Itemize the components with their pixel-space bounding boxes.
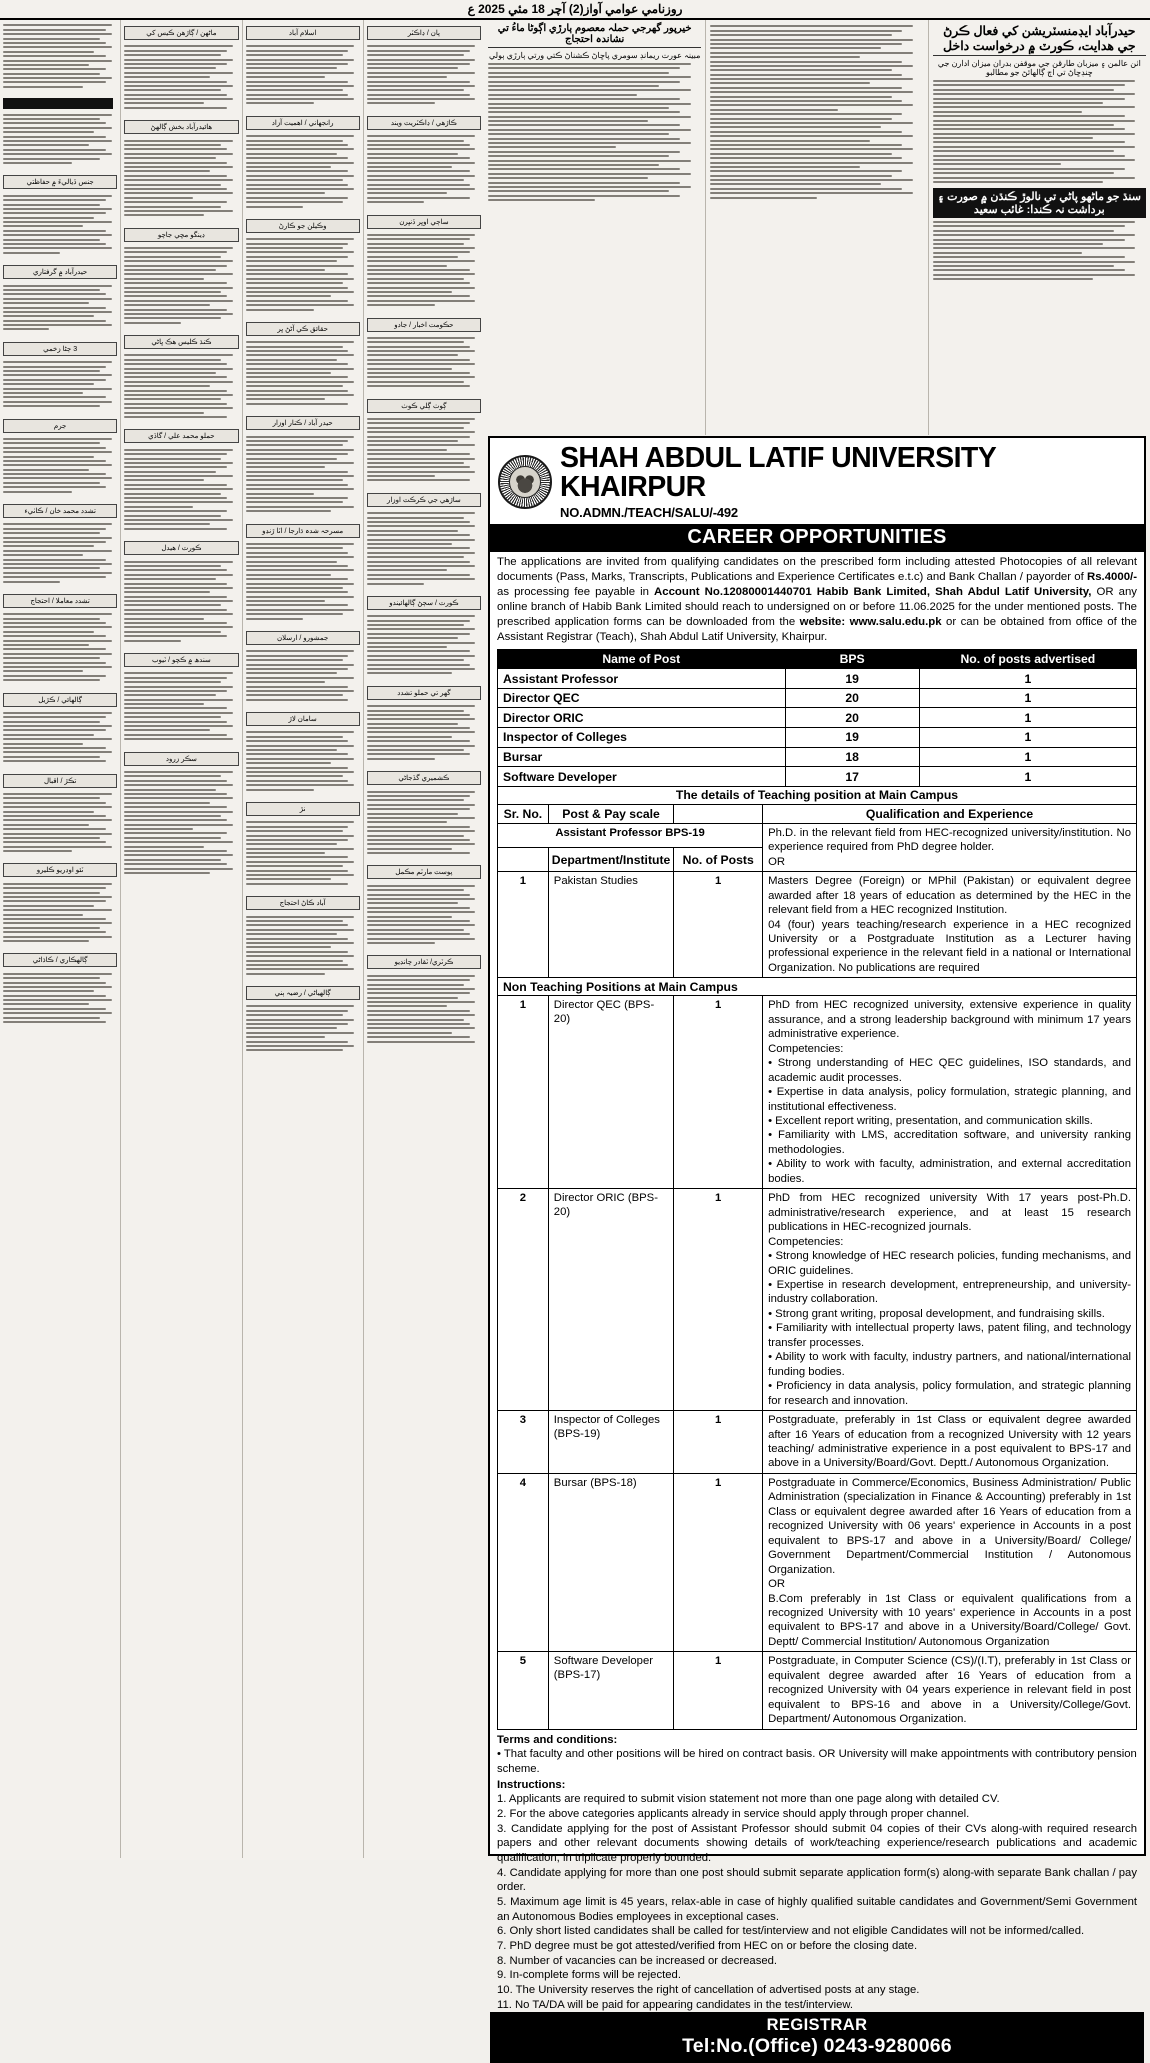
news-subheadline-box[interactable] xyxy=(367,865,481,879)
career-opportunities-banner: CAREER OPPORTUNITIES xyxy=(490,524,1144,552)
news-subheadline-box[interactable] xyxy=(124,26,238,40)
news-subheadline-box[interactable] xyxy=(367,493,481,507)
headline-text: تشدد معاملا / احتجاج xyxy=(30,597,90,605)
headline-text: 3 ڄڻا زخمي xyxy=(43,345,78,353)
assistant-professor-qualification-2 xyxy=(763,872,1137,978)
row-qualification xyxy=(763,1473,1137,1651)
article-body xyxy=(3,22,117,90)
instruction-item: 11. No TA/DA will be paid for appearing candidates in the test/interview. xyxy=(497,1998,854,2011)
table-row xyxy=(498,872,1137,978)
teaching-band-label: The details of Teaching position at Main Campus xyxy=(498,786,1137,804)
row-post-count: 1 xyxy=(674,872,763,978)
headline-text: ھائيدرآباد بخش ڳالھڻ xyxy=(150,124,213,132)
news-subheadline-box[interactable] xyxy=(367,215,481,229)
headline-text: نڙ xyxy=(299,805,306,813)
post-name: Assistant Professor xyxy=(498,669,786,689)
row-sr-no: 3 xyxy=(498,1411,549,1474)
post-count: 1 xyxy=(919,767,1136,787)
headline-text: ٽئو اوڊريو ڪليرو xyxy=(36,867,84,875)
headline-text: مسرحہ شدہ ڌارجا / اٽا ڙنڊو xyxy=(262,527,344,535)
row-post-title: Bursar (BPS-18) xyxy=(548,1473,674,1651)
registrar-phone[interactable]: Tel:No.(Office) 0243-9280066 xyxy=(682,2035,952,2058)
post-bps: 18 xyxy=(785,747,919,767)
article-body xyxy=(246,913,360,977)
news-subheadline-box[interactable] xyxy=(246,416,360,430)
urdu-column-b xyxy=(705,20,927,435)
intro-part-3: OR any online branch of Habib Bank Limited should reach to undersigned on or before 11.06.2025 for the under mentioned posts. The prescribed application forms can be downloaded from the xyxy=(497,586,1137,629)
post-bps: 17 xyxy=(785,767,919,787)
row-post-count: 1 xyxy=(674,1189,763,1411)
news-subheadline-box[interactable] xyxy=(246,986,360,1000)
urdu-black-headline[interactable]: سنڌ جو ماڻھو پاڻي تي نالوڙ ڪنڌن ۾ صورت ۽ برداشت نہ ڪندا: غائب سعيد xyxy=(933,188,1146,218)
article-body xyxy=(367,232,481,309)
bank-account: Account No.12080001440701 Habib Bank Limited, Shah Abdul Latif University, xyxy=(654,586,1092,599)
row-post-count: 1 xyxy=(674,996,763,1189)
row-qualification: Postgraduate, in Computer Science (CS)/(I.T), preferably in 1st Class or equivalent degree awarded after 16 Years of education from a recognized University with 04 years experience in relevant field in post equivalent to BPS-16 and above in a University/College/Govt. Department/ Autonomous Organization. xyxy=(763,1652,1137,1729)
table-row xyxy=(498,996,1137,1189)
assistant-professor-qualification xyxy=(763,823,1137,871)
headline-text: سامان لاڙ xyxy=(288,716,317,724)
qual-text-3: 04 (four) years teaching/research experience in a HEC recognized University or a Postgraduate Institution as a Lecturer having professional experience in the relevant field in a national or International Organization. No publications are required xyxy=(768,918,1131,974)
news-subheadline-box[interactable] xyxy=(3,774,117,788)
non-teaching-section-band xyxy=(498,978,1137,996)
article-body xyxy=(367,510,481,587)
article-body xyxy=(3,710,117,765)
headline-text: حقائق ڪي آڻڻ ڀر xyxy=(277,325,328,333)
headline-text: حملو محمد علي / گاڏي xyxy=(148,433,215,441)
teaching-details-table xyxy=(497,786,1137,1730)
instruction-item: 4. Candidate applying for more than one post should submit separate application form(s) along-with separate Bank challan / pay order. xyxy=(497,1866,1137,1894)
article-body xyxy=(246,541,360,622)
news-headline-bar[interactable] xyxy=(3,98,113,109)
competency-bullet: • Expertise in research development, entrepreneurship, and university-industry collaboration. xyxy=(768,1278,1131,1306)
article-body xyxy=(933,221,1146,280)
news-subheadline-box[interactable] xyxy=(124,228,238,242)
row-post-title: Inspector of Colleges (BPS-19) xyxy=(548,1411,674,1474)
news-column-1 xyxy=(0,20,120,1858)
news-subheadline-box[interactable] xyxy=(3,504,117,518)
headline-text: ڪاڙھي / ڊاڪٽريٽ ويند xyxy=(390,119,457,127)
news-subheadline-box[interactable] xyxy=(246,631,360,645)
row-post-title: Director ORIC (BPS-20) xyxy=(548,1189,674,1411)
col-no-of-posts-2: No. of Posts xyxy=(674,848,763,872)
table-row xyxy=(498,1189,1137,1411)
instruction-item: 1. Applicants are required to submit vision statement not more than one page along with detailed CV. xyxy=(497,1793,1000,1806)
post-bps: 20 xyxy=(785,688,919,708)
article-body xyxy=(124,137,238,218)
headline-text: ساڙھي جي ڪرڪٽ اوزار xyxy=(386,496,461,504)
article-body xyxy=(367,788,481,856)
row-department: Pakistan Studies xyxy=(548,872,674,978)
urdu-headline[interactable]: خيرپور گھرجي حملہ معصوم ٻارڙي اڳوڻا ماءُ تي نشاندہ احتجاج xyxy=(488,23,701,48)
col-department-institute: Department/Institute xyxy=(548,848,674,872)
terms-item: • That faculty and other positions will be hired on contract basis. OR University will make appointments with contributory pension scheme. xyxy=(497,1748,1137,1775)
news-subheadline-box[interactable] xyxy=(124,653,238,667)
news-subheadline-box[interactable] xyxy=(3,594,117,608)
instruction-item: 8. Number of vacancies can be increased or decreased. xyxy=(497,1954,778,1967)
news-subheadline-box[interactable] xyxy=(246,116,360,130)
table-header-row xyxy=(498,650,1137,669)
news-subheadline-box[interactable] xyxy=(246,896,360,910)
row-sr-no: 4 xyxy=(498,1473,549,1651)
headline-text: ساڄي اوڀر ڏنڀرن xyxy=(399,218,449,226)
article-body xyxy=(124,769,238,877)
headline-text: رانجھاني / اھميت آزاد xyxy=(271,119,334,127)
news-subheadline-box[interactable] xyxy=(124,120,238,134)
instruction-item: 2. For the above categories applicants already in service should apply through proper channel. xyxy=(497,1807,970,1820)
advert-title-group xyxy=(560,444,1136,520)
article-body xyxy=(367,416,481,484)
news-column-2 xyxy=(120,20,241,1858)
article-body xyxy=(246,819,360,887)
article-body xyxy=(3,970,117,1025)
headline-text: ڪورٽ / ھيدل xyxy=(161,545,202,553)
competency-bullet: • Strong grant writing, proposal development, and fundraising skills. xyxy=(768,1307,1105,1320)
news-subheadline-box[interactable] xyxy=(124,752,238,766)
news-subheadline-box[interactable] xyxy=(3,693,117,707)
competency-bullet: • Strong knowledge of HEC research policies, funding mechanisms, and ORIC guidelines. xyxy=(768,1250,1131,1277)
post-bps: 20 xyxy=(785,708,919,728)
table-row xyxy=(498,767,1137,787)
news-subheadline-box[interactable] xyxy=(246,524,360,538)
news-subheadline-box[interactable] xyxy=(246,219,360,233)
post-name: Bursar xyxy=(498,747,786,767)
headline-text: جمشورو / ارسلان xyxy=(276,635,329,643)
table-row xyxy=(498,728,1137,748)
competencies-label: Competencies: xyxy=(768,1235,844,1248)
article-body xyxy=(246,729,360,793)
post-name: Software Developer xyxy=(498,767,786,787)
news-subheadline-box[interactable] xyxy=(367,116,481,130)
qual-alternative: B.Com preferably in 1st Class or equivalent qualifications from a recognized University with 10 years' experience in Accounts in a post equivalent to BPS-17 and above in a University/Board/College/ Govt. Deptt/ Commercial Institution/ Autonomous Organization xyxy=(768,1592,1131,1648)
headline-text: ڪنڌ ڪليس ھڪ ڀاڻي xyxy=(151,339,212,347)
article-body xyxy=(367,882,481,946)
post-count: 1 xyxy=(919,708,1136,728)
article-body xyxy=(246,43,360,107)
headline-text: وڪيلن جو ڪارڻ xyxy=(278,222,327,230)
article-body xyxy=(3,282,117,333)
instruction-item: 7. PhD degree must be got attested/verified from HEC on or before the closing date. xyxy=(497,1939,918,1952)
row-post-title: Director QEC (BPS-20) xyxy=(548,996,674,1189)
urdu-top-region xyxy=(484,20,1150,435)
article-body xyxy=(124,670,238,743)
headline-text: پان / ڊاڪٽر xyxy=(407,30,440,37)
article-body xyxy=(124,245,238,326)
news-subheadline-box[interactable] xyxy=(124,541,238,555)
article-body xyxy=(124,558,238,644)
competency-bullet: • Proficiency in data analysis, policy formulation, and strategic planning for research and innovation. xyxy=(768,1380,1131,1407)
col-qualification: Qualification and Experience xyxy=(763,804,1137,823)
news-subheadline-box[interactable] xyxy=(367,686,481,700)
qual-or: OR xyxy=(768,1578,786,1591)
col-sr-no: Sr. No. xyxy=(498,804,549,823)
table-row xyxy=(498,1652,1137,1729)
news-subheadline-box[interactable] xyxy=(367,596,481,610)
news-column-4 xyxy=(363,20,484,1858)
table-row xyxy=(498,1411,1137,1474)
university-seal-icon xyxy=(498,455,552,509)
article-body xyxy=(124,352,238,420)
article-body xyxy=(367,335,481,390)
university-name: SHAH ABDUL LATIF UNIVERSITY KHAIRPUR xyxy=(560,442,996,503)
teaching-section-band xyxy=(498,786,1137,804)
headline-text: ڪورٽ / سڄڻ ڳالھائيندو xyxy=(389,599,459,607)
urdu-main-subheadline: اٺن عالمن ۽ ميزبان طارقن جي موقفن بدران ميزان ادارن جي ڇنڊڇاڻ تي اڄ ڳالھائڻ جو مطالبو xyxy=(937,59,1141,77)
urdu-subheadline: مبينہ عورت ريمانڊ سومري پاڇاڻ ڪشناڻ ڪتي ورتي ٻارڙي ٻولي xyxy=(488,51,701,60)
headline-text: ماڻھن / ڳاڙھن ڪيس کي xyxy=(146,30,217,37)
post-bps: 19 xyxy=(785,728,919,748)
headline-text: سندھ ۾ ڪچو / ٽيوب xyxy=(151,656,211,664)
headline-text: ڳالھياڻي / رضيہ ٻني xyxy=(274,990,331,998)
registrar-label: REGISTRAR xyxy=(766,2016,868,2035)
row-post-count: 1 xyxy=(674,1411,763,1474)
row-qualification: Postgraduate, preferably in 1st Class or equivalent degree awarded after 16 Years of education from a recognized University with 12 years teaching/ administrative experience in a post equivalent to BPS-17 and above in a University/Board/Govt. Deptt./ Autonomous Organization. xyxy=(763,1411,1137,1474)
page-body xyxy=(0,20,1150,2058)
news-subheadline-box[interactable] xyxy=(3,342,117,356)
registrar-footer xyxy=(490,2012,1144,2063)
masthead-text: روزنامي عوامي آواز(2) آچر 18 مئي 2025 ع xyxy=(467,2,683,16)
news-subheadline-box[interactable] xyxy=(367,771,481,785)
article-body xyxy=(3,359,117,410)
news-columns-zone xyxy=(0,20,484,1858)
urdu-column-c xyxy=(928,20,1150,435)
article-body xyxy=(367,43,481,107)
article-body xyxy=(246,648,360,703)
news-subheadline-box[interactable] xyxy=(246,322,360,336)
post-name: Inspector of Colleges xyxy=(498,728,786,748)
col-bps: BPS xyxy=(785,650,919,669)
headline-text: آباد ڪاڻ احتجاج xyxy=(279,900,326,908)
col-post-payscale: Post & Pay scale xyxy=(548,804,674,823)
instructions-list xyxy=(497,1792,1137,2012)
row-post-title: Software Developer (BPS-17) xyxy=(548,1652,674,1729)
article-body xyxy=(367,703,481,762)
article-body xyxy=(367,613,481,677)
headline-text: ڳالھڪاري / ڪاڌاڻي xyxy=(32,957,88,965)
urdu-column-a xyxy=(484,20,705,435)
competency-bullet: • Familiarity with LMS, accreditation software, and university ranking methodologies. xyxy=(768,1129,1131,1156)
instructions-title: Instructions: xyxy=(497,1778,566,1791)
article-body xyxy=(3,521,117,585)
qual-text-1: Ph.D. in the relevant field from HEC-recognized university/institution. No experience required from PhD degree holder. xyxy=(768,826,1131,854)
article-body xyxy=(710,25,923,198)
terms-and-conditions xyxy=(490,1730,1144,2013)
article-body xyxy=(246,433,360,514)
post-count: 1 xyxy=(919,688,1136,708)
post-count: 1 xyxy=(919,669,1136,689)
col-name-of-post: Name of Post xyxy=(498,650,786,669)
article-body xyxy=(3,611,117,684)
article-body xyxy=(3,436,117,495)
news-subheadline-box[interactable] xyxy=(367,26,481,40)
advert-zone xyxy=(484,20,1150,2058)
article-body xyxy=(3,111,117,166)
table-header-row xyxy=(498,804,1137,823)
table-row xyxy=(498,823,1137,847)
headline-text: ڳوٺ ڳلي ڪوٺ xyxy=(401,402,447,410)
headline-text: سڪر زرود xyxy=(165,755,197,763)
post-count: 1 xyxy=(919,728,1136,748)
headline-text: تشدد محمد خان / ڪاٺيء xyxy=(24,508,96,516)
qual-intro: PhD from HEC recognized university With 17 years post-Ph.D. administrative/research experience, and at least 15 research publications in HEC-recognized journals. xyxy=(768,1192,1131,1234)
headline-text: اسلام آباد xyxy=(288,30,317,37)
news-subheadline-box[interactable] xyxy=(3,419,117,433)
news-column-3 xyxy=(242,20,363,1858)
article-body xyxy=(246,1003,360,1054)
intro-part-1: The applications are invited from qualifying candidates on the prescribed form including attested Photocopies of all relevant documents (Pass, Marks, Transcripts, Publications and Experience Certificates e.t.c) and Bank Challan / payorder of xyxy=(497,556,1137,584)
col-no-of-posts: No. of posts advertised xyxy=(919,650,1136,669)
headline-text: ڊينگو مڇي جاچو xyxy=(157,231,205,239)
news-subheadline-box[interactable] xyxy=(3,265,117,279)
article-body xyxy=(124,446,238,532)
article-body xyxy=(3,192,117,256)
advert-header xyxy=(490,438,1144,524)
masthead xyxy=(0,0,1150,20)
row-qualification xyxy=(763,996,1137,1189)
headline-text: گھر تي حملو تشدد xyxy=(397,689,451,697)
news-subheadline-box[interactable] xyxy=(367,955,481,969)
news-subheadline-box[interactable] xyxy=(246,26,360,40)
article-body xyxy=(367,133,481,206)
headline-text: تڪڙ / اقبال xyxy=(43,777,77,785)
article-body xyxy=(3,880,117,944)
post-name: Director ORIC xyxy=(498,708,786,728)
post-count: 1 xyxy=(919,747,1136,767)
instruction-item: 6. Only short listed candidates shall be called for test/interview and not eligible Candidates will not be informed/called. xyxy=(497,1925,1085,1938)
website-link[interactable]: website: www.salu.edu.pk xyxy=(799,616,942,629)
row-sr-no: 5 xyxy=(498,1652,549,1729)
urdu-main-headline[interactable]: حيدرآباد ايڊمنسٽريشن کي فعال ڪرڻ جي هدايت، ڪورٽ ۾ درخواست داخل xyxy=(933,23,1146,56)
news-subheadline-box[interactable] xyxy=(367,399,481,413)
instruction-item: 3. Candidate applying for the post of Assistant Professor should submit 04 copies of their CVs along-with required research papers and other relevant documents showing details of work/teaching experience/research publications and academic qualification, in triplicate properly bounded. xyxy=(497,1822,1137,1864)
headline-text: حڪومت اخبار / جادو xyxy=(394,321,454,329)
competency-bullet: • Strong understanding of HEC QEC guidelines, ISO standards, and academic audit processes. xyxy=(768,1057,1131,1084)
article-body xyxy=(933,80,1146,183)
article-body xyxy=(246,339,360,407)
article-body xyxy=(488,63,701,201)
news-subheadline-box[interactable] xyxy=(124,429,238,443)
headline-text: جرم xyxy=(53,422,67,430)
competency-bullet: • Ability to work with faculty, administration, and external accreditation bodies. xyxy=(768,1158,1131,1185)
spacer-cell xyxy=(498,848,549,872)
qual-text-2: Masters Degree (Foreign) or MPhil (Pakistan) or equivalent degree awarded after 18 years of education as determined by the HEC in the relevant field from a HEC recognized Institution. xyxy=(768,875,1131,917)
competency-bullet: • Ability to work with faculty, industry partners, and national/international funding bodies. xyxy=(768,1351,1131,1378)
headline-text: ڳالھائي / ڪڙيل xyxy=(38,696,83,704)
news-subheadline-box[interactable] xyxy=(124,335,238,349)
headline-text: حيدر آباد / ڪنار اوزار xyxy=(272,420,333,428)
article-body xyxy=(3,791,117,855)
qual-or: OR xyxy=(768,855,786,868)
table-row xyxy=(498,708,1137,728)
posts-summary-table xyxy=(497,649,1137,787)
col-spacer xyxy=(674,804,763,823)
table-row xyxy=(498,669,1137,689)
headline-text: جنس ڏياليءَ ۾ حفاظتي xyxy=(26,179,94,187)
assistant-professor-title: Assistant Professor BPS-19 xyxy=(498,823,763,847)
row-qualification xyxy=(763,1189,1137,1411)
table-row xyxy=(498,688,1137,708)
article-body xyxy=(124,43,238,111)
post-name: Director QEC xyxy=(498,688,786,708)
news-subheadline-box[interactable] xyxy=(3,863,117,877)
competency-bullet: • Excellent report writing, presentation, and communication skills. xyxy=(768,1115,1093,1127)
headline-text: ڪرٽري/ ٽقادر چانڊيو xyxy=(394,959,454,967)
competencies-label: Competencies: xyxy=(768,1042,844,1055)
news-subheadline-box[interactable] xyxy=(367,318,481,332)
post-bps: 19 xyxy=(785,669,919,689)
news-subheadline-box[interactable] xyxy=(3,953,117,967)
terms-title: Terms and conditions: xyxy=(497,1733,618,1746)
qual-intro: Postgraduate in Commerce/Economics, Business Administration/ Public Administration (specialization in Finance & Accounting) preferably in 1st Class or equivalent degree awarded after 16 Years of education from a recognized University with 06 years' experience in Accounts in a post equivalent to BPS-17 and above in a University/Board/ College/ Government Department/Commercial Institution / Autonomous Organization. xyxy=(768,1476,1131,1576)
article-body xyxy=(367,972,481,1045)
instruction-item: 5. Maximum age limit is 45 years, relax-able in case of highly qualified suitable candidates and Government/Semi Government an Autonomous Bodies employees in exceptional cases. xyxy=(497,1895,1137,1923)
advert-intro-paragraph xyxy=(490,552,1144,647)
intro-part-2: as processing fee payable in xyxy=(497,586,655,599)
competency-bullet: • Expertise in data analysis, policy formulation, strategic planning, and institutional effectiveness. xyxy=(768,1086,1131,1113)
news-subheadline-box[interactable] xyxy=(246,712,360,726)
row-sr-no: 1 xyxy=(498,996,549,1189)
article-body xyxy=(246,236,360,313)
row-sr-no: 2 xyxy=(498,1189,549,1411)
fee-amount: Rs.4000/- xyxy=(1086,571,1137,584)
headline-text: حيدرآباد ۾ گرفتاري xyxy=(32,269,88,277)
competency-bullet: • Familiarity with intellectual property laws, patent filing, and technology transfer processes. xyxy=(768,1322,1131,1349)
news-subheadline-box[interactable] xyxy=(246,802,360,816)
article-body xyxy=(246,133,360,210)
intro-part-4: or can be obtained from office of the Assistant Registrar (Teach), Shah Abdul Latif University, Khairpur. xyxy=(497,616,1138,644)
reference-number: NO.ADMN./TEACH/SALU/-492 xyxy=(560,505,738,520)
table-row xyxy=(498,747,1137,767)
row-post-count: 1 xyxy=(674,1652,763,1729)
job-advertisement xyxy=(488,436,1146,2058)
news-subheadline-box[interactable] xyxy=(3,175,117,189)
row-post-count: 1 xyxy=(674,1473,763,1651)
table-row xyxy=(498,1473,1137,1651)
headline-text: پوسٽ مارٽم مڪمل xyxy=(395,869,453,877)
non-teaching-band-label: Non Teaching Positions at Main Campus xyxy=(498,978,1137,996)
headline-text: ڪشميري گڏجاڻي xyxy=(398,775,450,783)
qual-intro: PhD from HEC recognized university, extensive experience in quality assurance, and a strong leadership background with minimum 17 years administrative experience. xyxy=(768,999,1131,1041)
instruction-item: 10. The University reserves the right of cancellation of advertised posts at any stage. xyxy=(497,1984,920,1996)
row-sr-no: 1 xyxy=(498,872,549,978)
instruction-item: 9. In-complete forms will be rejected. xyxy=(497,1969,681,1982)
